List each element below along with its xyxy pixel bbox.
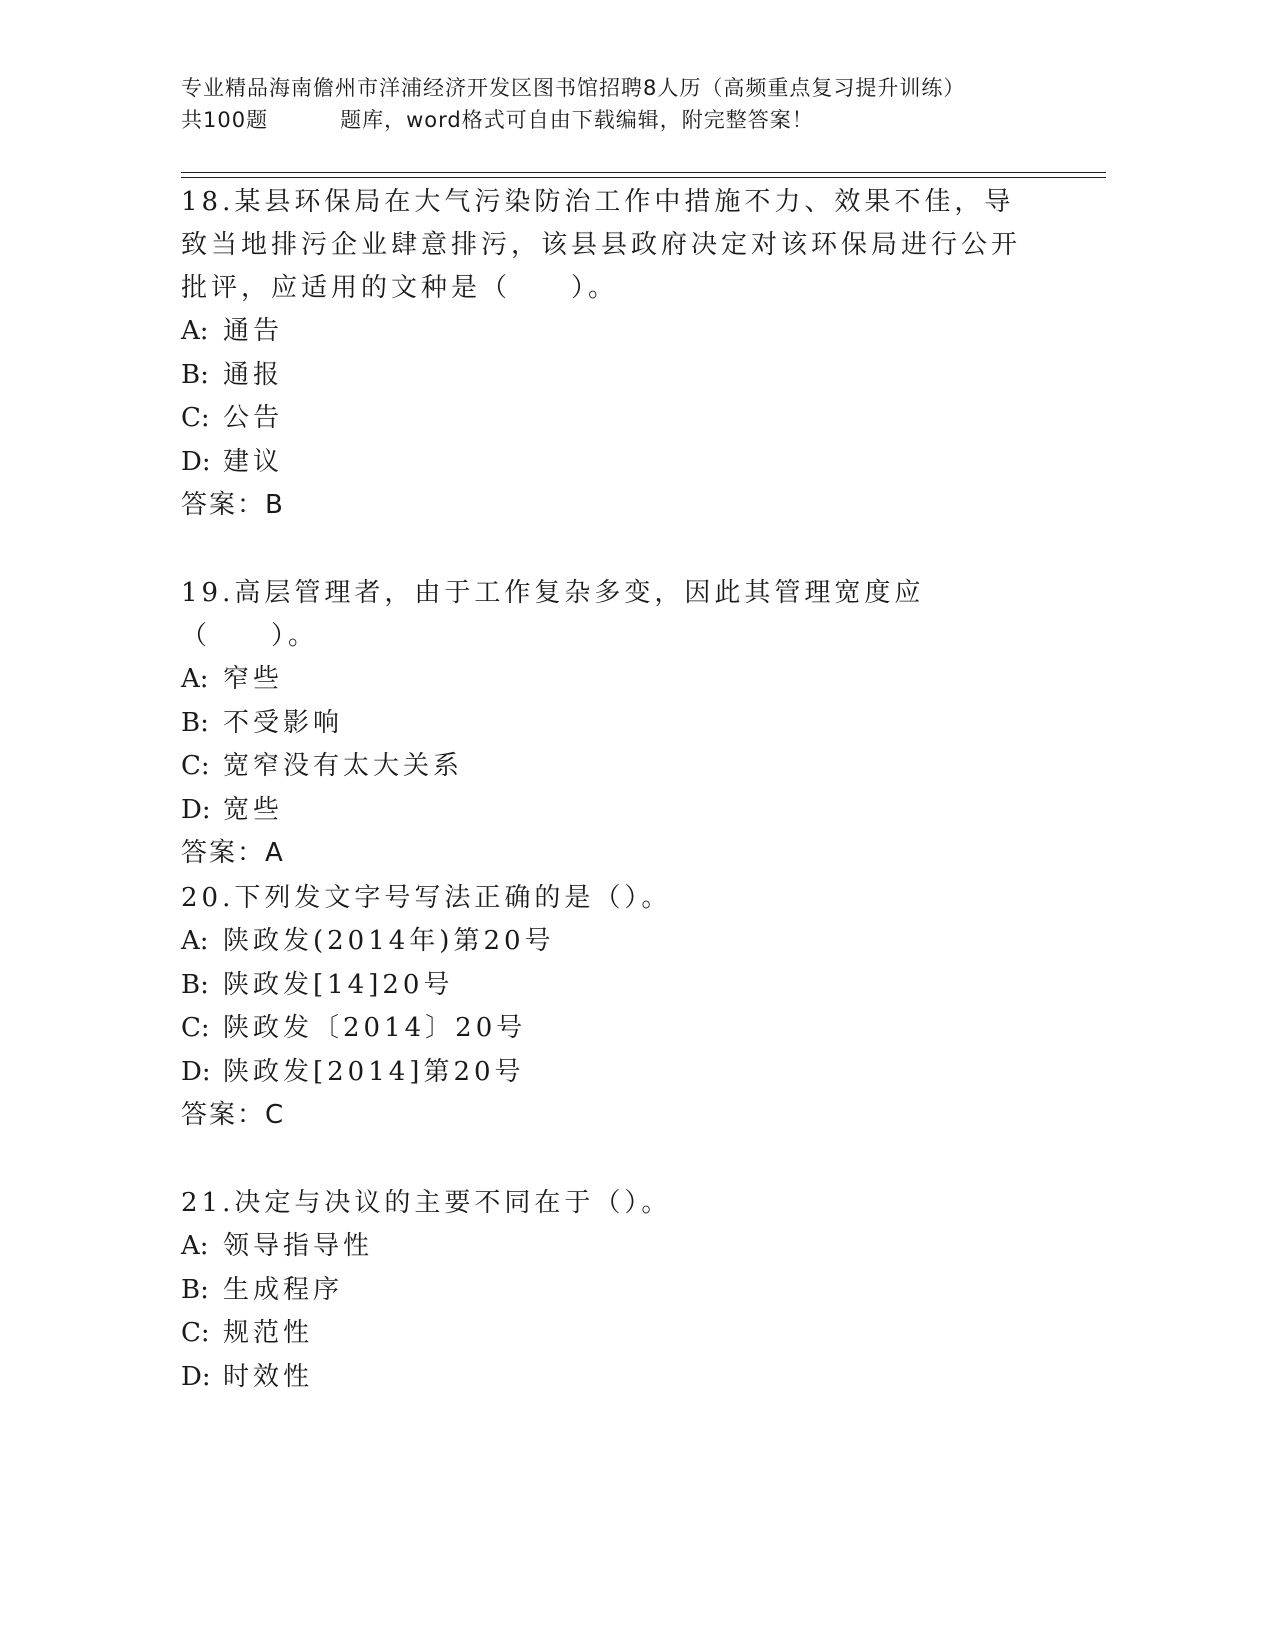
question-18 bbox=[181, 181, 1041, 528]
option-key: C: bbox=[181, 1013, 210, 1043]
document-header bbox=[181, 72, 1081, 136]
option-c bbox=[181, 1312, 1041, 1356]
option-text: 建议 bbox=[223, 446, 284, 477]
option-c bbox=[181, 745, 1041, 789]
option-key: B: bbox=[181, 707, 209, 738]
option-text: 规范性 bbox=[223, 1318, 314, 1348]
question-19 bbox=[181, 572, 1041, 876]
question-stem: 20.下列发文字号写法正确的是（）。 bbox=[181, 883, 672, 913]
option-text: 陕政发(2014年)第20号 bbox=[223, 926, 555, 956]
question-stem: 21.决定与决议的主要不同在于（）。 bbox=[181, 1188, 672, 1218]
option-d bbox=[181, 1051, 1041, 1095]
answer-line: 答案：B bbox=[181, 490, 285, 520]
option-text: 生成程序 bbox=[223, 1274, 344, 1305]
option-a bbox=[181, 920, 1041, 964]
header-count: 共100题 bbox=[181, 108, 269, 132]
option-text: 宽窄没有太大关系 bbox=[223, 751, 464, 781]
option-key: D: bbox=[181, 794, 211, 825]
option-text: 通报 bbox=[223, 359, 284, 390]
option-key: C: bbox=[181, 1318, 210, 1348]
option-key: D: bbox=[181, 1361, 211, 1392]
question-21 bbox=[181, 1182, 1041, 1399]
option-b bbox=[181, 1269, 1041, 1313]
option-key: D: bbox=[181, 446, 211, 477]
option-d bbox=[181, 1356, 1041, 1400]
option-b bbox=[181, 964, 1041, 1008]
option-key: A: bbox=[181, 926, 209, 956]
option-d bbox=[181, 789, 1041, 833]
option-text: 时效性 bbox=[223, 1361, 314, 1392]
option-text: 宽些 bbox=[223, 794, 284, 825]
question-stem: 18.某县环保局在大气污染防治工作中措施不力、效果不佳，导致当地排污企业肆意排污，该县县政府决定对该环保局进行公开批评，应适用的文种是（ ）。 bbox=[181, 187, 1022, 303]
option-text: 陕政发[2014]第20号 bbox=[223, 1056, 525, 1087]
option-c bbox=[181, 397, 1041, 441]
option-text: 不受影响 bbox=[223, 707, 344, 738]
option-key: A: bbox=[181, 1231, 209, 1261]
option-a bbox=[181, 658, 1041, 702]
answer-line: 答案：A bbox=[181, 838, 285, 868]
option-d bbox=[181, 441, 1041, 485]
header-divider-top bbox=[181, 172, 1106, 173]
header-divider-bottom bbox=[181, 177, 1106, 178]
option-b bbox=[181, 354, 1041, 398]
option-key: A: bbox=[181, 316, 209, 346]
answer-line: 答案：C bbox=[181, 1100, 286, 1130]
question-20 bbox=[181, 877, 1041, 1138]
option-c bbox=[181, 1007, 1041, 1051]
header-description: 题库，word格式可自由下载编辑，附完整答案！ bbox=[340, 108, 814, 132]
option-key: A: bbox=[181, 664, 209, 694]
option-text: 陕政发〔2014〕20号 bbox=[223, 1013, 527, 1043]
header-subtitle bbox=[181, 104, 1081, 136]
option-a bbox=[181, 310, 1041, 354]
option-key: B: bbox=[181, 969, 209, 1000]
option-key: D: bbox=[181, 1056, 211, 1087]
option-text: 公告 bbox=[223, 403, 284, 433]
header-title: 专业精品海南儋州市洋浦经济开发区图书馆招聘8人历（高频重点复习提升训练） bbox=[181, 76, 966, 100]
option-text: 领导指导性 bbox=[223, 1231, 374, 1261]
option-key: B: bbox=[181, 1274, 209, 1305]
option-text: 陕政发[14]20号 bbox=[223, 969, 454, 1000]
option-key: C: bbox=[181, 403, 210, 433]
option-text: 窄些 bbox=[223, 664, 284, 694]
option-b bbox=[181, 702, 1041, 746]
option-text: 通告 bbox=[223, 316, 284, 346]
option-key: B: bbox=[181, 359, 209, 390]
option-a bbox=[181, 1225, 1041, 1269]
option-key: C: bbox=[181, 751, 210, 781]
question-stem: 19.高层管理者，由于工作复杂多变，因此其管理宽度应（ ）。 bbox=[181, 578, 925, 651]
